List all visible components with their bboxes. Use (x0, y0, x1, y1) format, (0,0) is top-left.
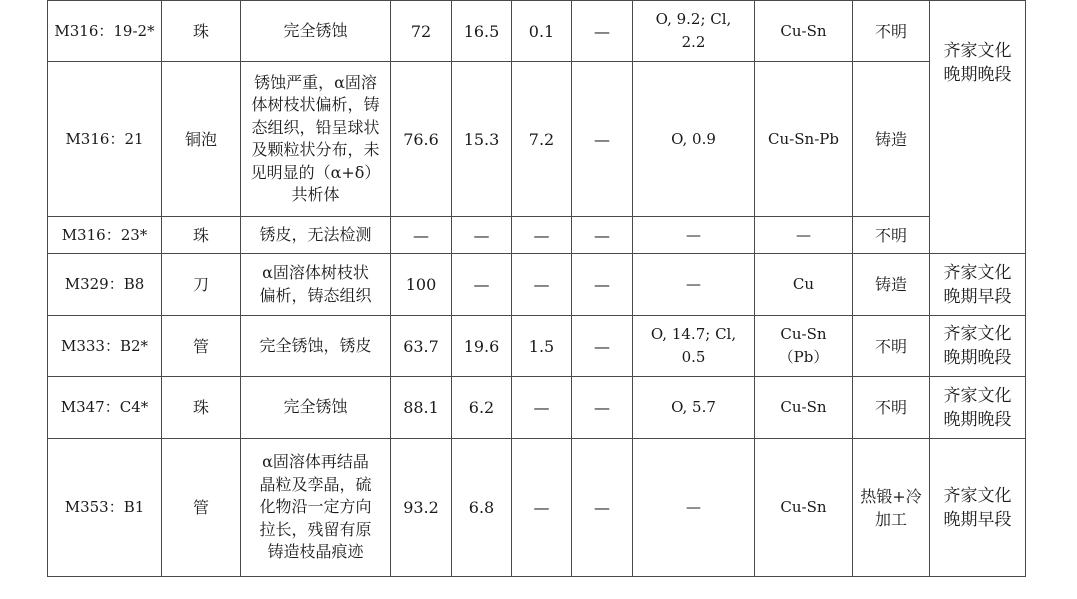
sn-value-cell: 19.6 (452, 316, 512, 377)
other-element-cell: — (572, 316, 633, 377)
microstructure-line: 完全锈蚀 (283, 397, 348, 417)
period-line: 晚期晚段 (943, 348, 1012, 368)
process-line: 铸造 (874, 129, 907, 149)
pb-value-cell: — (512, 217, 572, 254)
other-elements-line: O, 5.7 (671, 398, 716, 416)
material-line: Cu-Sn (780, 21, 827, 40)
microstructure-line: 完全锈蚀，锈皮 (259, 335, 372, 355)
period-line: 齐家文化 (943, 385, 1012, 406)
pb-value-cell: 1.5 (512, 316, 572, 377)
table-row (48, 254, 1026, 316)
other-elements-line: — (686, 275, 701, 293)
microstructure-line: 拉长，残留有原 (259, 519, 372, 539)
other-elements-line: — (686, 498, 701, 516)
sn-value-cell: 6.8 (452, 439, 512, 577)
sample-id-cell: M329：B8 (48, 254, 162, 316)
process-cell (853, 217, 930, 254)
process-line: 不明 (874, 225, 907, 245)
period-line: 齐家文化 (943, 485, 1012, 506)
process-line: 加工 (874, 509, 907, 529)
object-type-cell: 铜泡 (162, 62, 241, 217)
pb-value-cell: 7.2 (512, 62, 572, 217)
sn-value-cell: 15.3 (452, 62, 512, 217)
other-elements-line: 0.5 (681, 348, 706, 366)
period-cell (930, 1, 1026, 254)
other-elements-cell (633, 62, 755, 217)
microstructure-line: 锈蚀严重，α固溶 (254, 72, 377, 92)
cu-value-cell: 88.1 (391, 377, 452, 439)
sn-value-cell: — (452, 217, 512, 254)
microstructure-line: 及颗粒状分布，未 (251, 140, 380, 159)
microstructure-cell (241, 377, 391, 439)
pb-value-cell: — (512, 377, 572, 439)
object-type-cell: 管 (162, 439, 241, 577)
microstructure-line: 晶粒及孪晶，硫 (259, 474, 372, 494)
microstructure-line: 铸造枝晶痕迹 (267, 542, 364, 562)
pb-value-cell: 0.1 (512, 1, 572, 62)
other-element-cell: — (572, 217, 633, 254)
material-line: Cu (792, 275, 815, 293)
other-elements-line: 2.2 (681, 33, 706, 51)
object-type-cell: 管 (162, 316, 241, 377)
other-elements-cell (633, 439, 755, 577)
process-line: 铸造 (874, 275, 907, 294)
sample-id-cell: M347：C4* (48, 377, 162, 439)
period-line: 齐家文化 (943, 262, 1012, 283)
microstructure-line: 体树枝状偏析，铸 (251, 95, 380, 114)
pb-value-cell: — (512, 254, 572, 316)
microstructure-cell (241, 316, 391, 377)
material-cell (755, 316, 853, 377)
process-line: 热锻+冷 (860, 486, 922, 506)
microstructure-line: 偏析，铸态组织 (259, 285, 372, 305)
material-line: — (796, 225, 811, 244)
process-line: 不明 (874, 398, 907, 417)
microstructure-line: 见明显的（α+δ） (250, 162, 381, 182)
sample-id-cell: M353：B1 (48, 439, 162, 577)
material-line: （Pb） (778, 348, 829, 366)
period-line: 齐家文化 (943, 324, 1012, 344)
other-elements-line: O, 0.9 (671, 129, 716, 148)
other-elements-cell (633, 254, 755, 316)
other-element-cell: — (572, 377, 633, 439)
period-line: 晚期晚段 (943, 409, 1012, 430)
other-element-cell: — (572, 254, 633, 316)
pb-value-cell: — (512, 439, 572, 577)
table-row (48, 316, 1026, 377)
sample-id-cell: M316：23* (48, 217, 162, 254)
sample-id-cell: M316：19-2* (48, 1, 162, 62)
sn-value-cell: — (452, 254, 512, 316)
table-row (48, 62, 1026, 217)
microstructure-cell (241, 62, 391, 217)
sn-value-cell: 6.2 (452, 377, 512, 439)
other-elements-cell (633, 1, 755, 62)
period-line: 晚期早段 (943, 286, 1012, 307)
microstructure-line: 化物沿一定方向 (259, 497, 372, 517)
material-cell (755, 217, 853, 254)
other-elements-cell (633, 217, 755, 254)
microstructure-line: 态组织，铅呈球状 (251, 117, 380, 137)
process-cell (853, 316, 930, 377)
material-line: Cu-Sn-Pb (768, 129, 839, 148)
period-line: 晚期晚段 (943, 65, 1012, 85)
microstructure-line: 共析体 (291, 185, 340, 204)
object-type-cell: 珠 (162, 217, 241, 254)
cu-value-cell: 76.6 (391, 62, 452, 217)
microstructure-line: 完全锈蚀 (283, 20, 348, 40)
other-element-cell: — (572, 439, 633, 577)
period-cell (930, 316, 1026, 377)
process-cell (853, 254, 930, 316)
microstructure-line: α固溶体树枝状 (262, 263, 369, 282)
period-cell (930, 254, 1026, 316)
object-type-cell: 珠 (162, 377, 241, 439)
table-row (48, 439, 1026, 577)
table-row (48, 377, 1026, 439)
sample-id-cell: M316：21 (48, 62, 162, 217)
sample-id-cell: M333：B2* (48, 316, 162, 377)
analysis-table (47, 0, 1026, 577)
microstructure-line: 锈皮，无法检测 (259, 224, 372, 244)
object-type-cell: 珠 (162, 1, 241, 62)
period-cell (930, 377, 1026, 439)
material-line: Cu-Sn (780, 325, 827, 343)
period-cell (930, 439, 1026, 577)
material-cell (755, 1, 853, 62)
process-cell (853, 439, 930, 577)
other-elements-line: — (686, 225, 701, 244)
table-row (48, 1, 1026, 62)
other-element-cell: — (572, 62, 633, 217)
other-element-cell: — (572, 1, 633, 62)
cu-value-cell: 63.7 (391, 316, 452, 377)
sn-value-cell: 16.5 (452, 1, 512, 62)
material-line: Cu-Sn (780, 498, 827, 516)
cu-value-cell: 72 (391, 1, 452, 62)
process-line: 不明 (874, 21, 907, 41)
cu-value-cell: 93.2 (391, 439, 452, 577)
period-line: 晚期早段 (943, 509, 1012, 530)
other-elements-line: O, 14.7; Cl, (650, 325, 737, 343)
material-line: Cu-Sn (780, 398, 827, 416)
material-cell (755, 439, 853, 577)
cu-value-cell: — (391, 217, 452, 254)
other-elements-line: O, 9.2; Cl, (655, 10, 732, 28)
microstructure-line: α固溶体再结晶 (262, 452, 369, 472)
cu-value-cell: 100 (391, 254, 452, 316)
table-row (48, 217, 1026, 254)
material-cell (755, 254, 853, 316)
microstructure-cell (241, 217, 391, 254)
other-elements-cell (633, 377, 755, 439)
process-cell (853, 62, 930, 217)
microstructure-cell (241, 254, 391, 316)
material-cell (755, 62, 853, 217)
process-line: 不明 (874, 336, 907, 356)
material-cell (755, 377, 853, 439)
object-type-cell: 刀 (162, 254, 241, 316)
other-elements-cell (633, 316, 755, 377)
period-line: 齐家文化 (943, 41, 1012, 61)
process-cell (853, 377, 930, 439)
process-cell (853, 1, 930, 62)
microstructure-cell (241, 1, 391, 62)
microstructure-cell (241, 439, 391, 577)
